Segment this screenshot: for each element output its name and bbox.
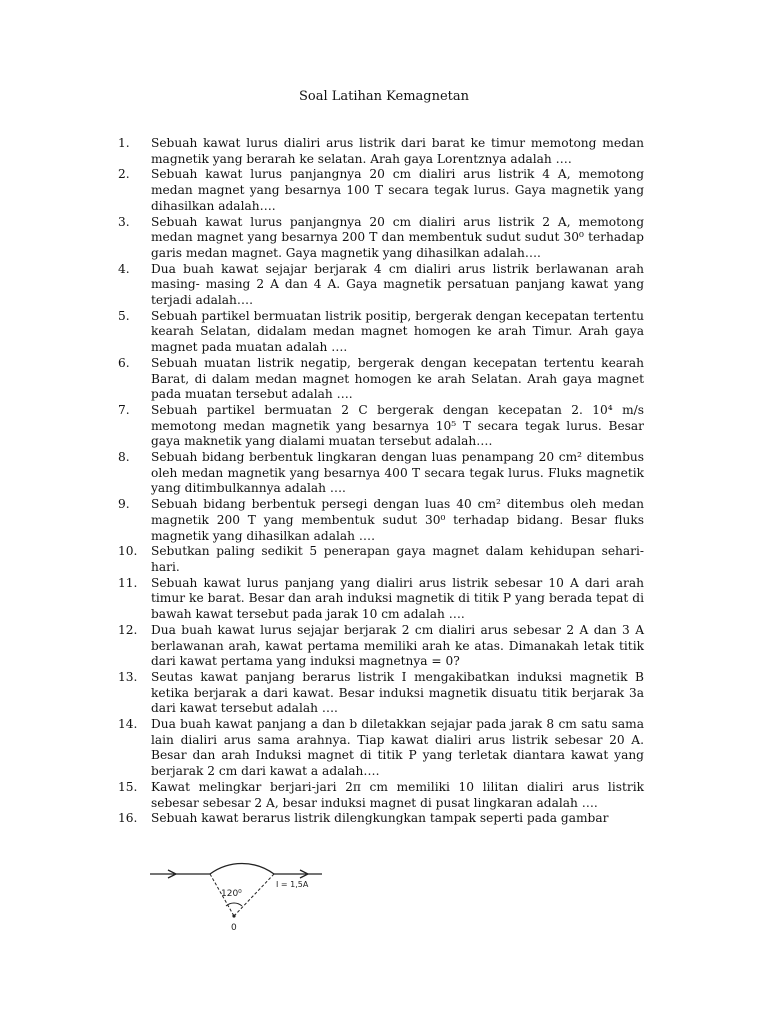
question-text: Sebuah kawat berarus listrik dilengkungkan tampak seperti pada gambar [151,811,609,826]
question-item [118,780,644,811]
center-label: 0 [231,923,237,933]
question-number: 4. [118,261,130,276]
question-item [118,309,644,356]
question-text: Sebuah partikel bermuatan 2 C bergerak dengan kecepatan 2. 10⁴ m/s memotong medan magnetik yang besarnya 10⁵ T secara tegak lurus. Besar gaya maknetik yang dialami muatan tersebut adalah…. [151,402,644,449]
question-number: 6. [118,355,130,370]
question-number: 10. [118,544,138,559]
page-title: Soal Latihan Kemagnetan [298,89,470,104]
curved-wire-figure [146,834,326,938]
current-label: I = 1,5A [276,880,309,889]
question-text: Dua buah kawat lurus sejajar berjarak 2 cm dialiri arus sebesar 2 A dan 3 A berlawanan arah, kawat pertama memiliki arah ke atas. Dimanakah letak titik dari kawat pertama yang induksi magnetnya = 0? [151,622,644,669]
question-number: 12. [118,622,138,637]
question-text: Seutas kawat panjang berarus listrik I mengakibatkan induksi magnetik B ketika berjarak a dari kawat. Besar induksi magnetik disuatu titik berjarak 3a dari kawat tersebut adalah …. [151,669,644,716]
question-item [118,497,644,544]
question-number: 5. [118,308,130,323]
question-item [118,262,644,309]
question-text: Sebuah kawat lurus panjangnya 20 cm dialiri arus listrik 4 A, memotong medan magnet yang besarnya 100 T secara tegak lurus. Gaya magnetik yang dihasilkan adalah…. [151,167,644,213]
question-item [118,215,644,262]
question-number: 15. [118,779,138,794]
question-text: Dua buah kawat sejajar berjarak 4 cm dialiri arus listrik berlawanan arah masing- masing 2 A dan 4 A. Gaya magnetik persatuan panjang kawat yang terjadi adalah…. [151,261,644,308]
question-item [118,403,644,450]
question-text: Sebuah partikel bermuatan listrik positip, bergerak dengan kecepatan tertentu kearah Selatan, didalam medan magnet homogen ke arah Timur. Arah gaya magnet pada muatan adalah …. [151,308,644,355]
question-text: Dua buah kawat panjang a dan b diletakkan sejajar pada jarak 8 cm satu sama lain dialiri arus sama arahnya. Tiap kawat dialiri arus listrik sebesar 20 A. Besar dan arah Induksi magnet di titik P yang terletak diantara kawat yang berjarak 2 cm dari kawat a adalah…. [151,717,644,779]
question-text: Sebutkan paling sedikit 5 penerapan gaya magnet dalam kehidupan sehari-hari. [151,544,644,574]
question-text: Sebuah muatan listrik negatip, bergerak dengan kecepatan tertentu kearah Barat, di dalam medan magnet homogen ke arah Selatan. Arah gaya magnet pada muatan tersebut adalah …. [151,355,644,402]
question-number: 8. [118,450,130,465]
question-number: 14. [118,717,138,732]
question-number: 9. [118,497,130,512]
center-point [232,914,235,917]
question-item [118,670,644,717]
question-text: Kawat melingkar berjari-jari 2π cm memiliki 10 lilitan dialiri arus listrik sebesar sebesar 2 A, besar induksi magnet di pusat lingkaran adalah …. [151,779,644,810]
question-text: Sebuah kawat lurus panjangnya 20 cm dialiri arus listrik 2 A, memotong medan magnet yang besarnya 200 T dan membentuk sudut sudut 30⁰ terhadap garis medan magnet. Gaya magnetik yang dihasilkan adalah…. [151,214,644,260]
question-number: 2. [118,167,130,182]
question-text: Sebuah kawat lurus dialiri arus listrik dari barat ke timur memotong medan magnetik yang berarah ke selatan. Arah gaya Lorentznya adalah …. [151,136,644,166]
question-item [118,167,644,214]
question-text: Sebuah bidang berbentuk persegi dengan luas 40 cm² ditembus oleh medan magnetik 200 T yang membentuk sudut 30⁰ terhadap bidang. Besar fluks magnetik yang dihasilkan adalah …. [151,497,644,543]
question-number: 7. [118,402,130,417]
angle-label: 120⁰ [221,889,242,899]
question-text: Sebuah bidang berbentuk lingkaran dengan luas penampang 20 cm² ditembus oleh medan magnetik yang besarnya 400 T secara tegak lurus. Fluks magnetik yang ditimbulkannya adalah …. [151,450,644,496]
question-text: Sebuah kawat lurus panjang yang dialiri arus listrik sebesar 10 A dari arah timur ke barat. Besar dan arah induksi magnetik di titik P yang berada tepat di bawah kawat tersebut pada jarak 10 cm adalah …. [151,575,644,622]
question-item [118,136,644,167]
question-number: 13. [118,669,138,684]
question-list [118,136,644,827]
wire-arc [210,863,274,874]
question-number: 3. [118,214,130,229]
question-item [118,576,644,623]
question-item [118,356,644,403]
question-number: 16. [118,811,138,826]
question-number: 1. [118,136,130,150]
question-item [118,544,644,575]
question-item [118,450,644,497]
question-item [118,811,644,827]
question-item [118,717,644,780]
question-number: 11. [118,575,138,590]
question-item [118,623,644,670]
